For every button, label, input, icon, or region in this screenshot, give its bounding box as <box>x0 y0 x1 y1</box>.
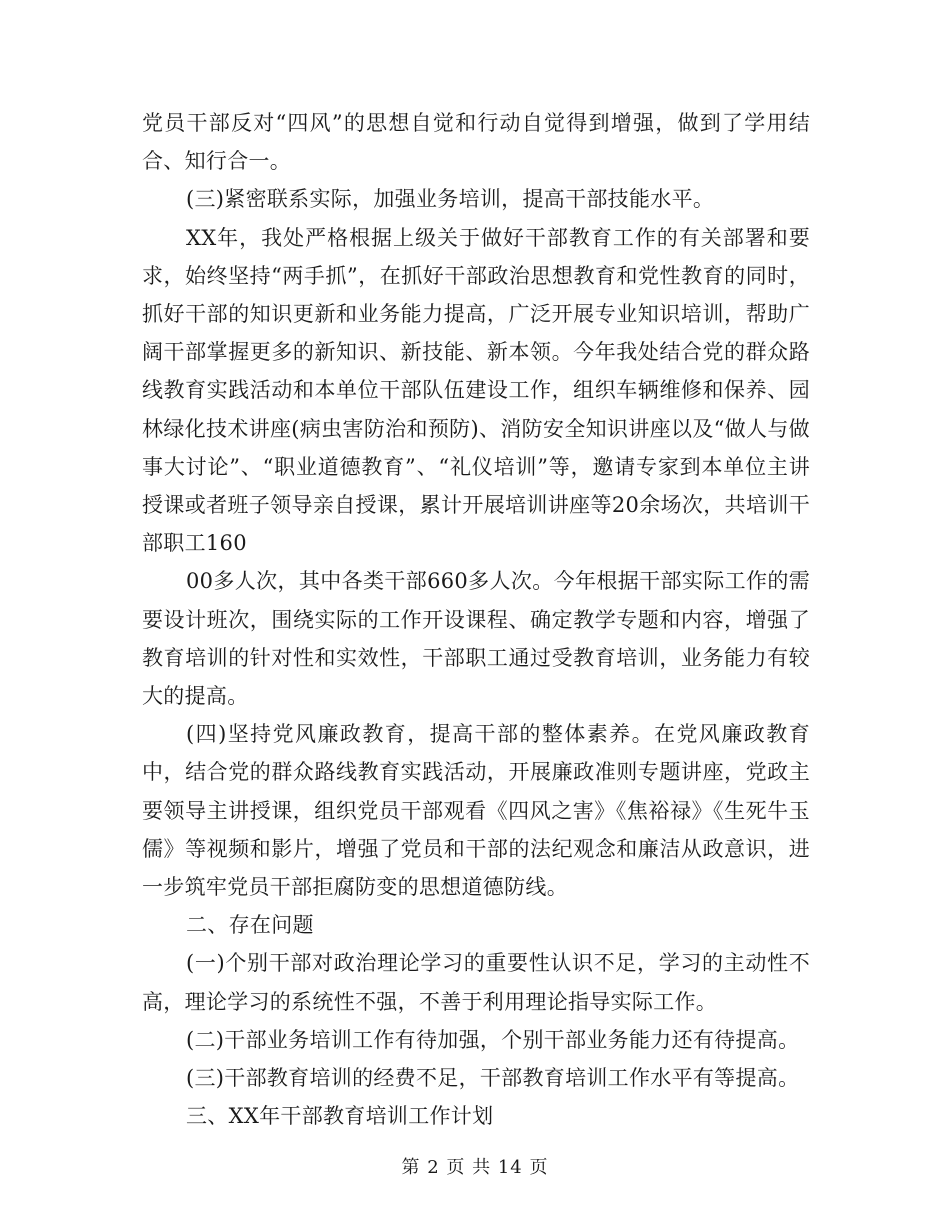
paragraph-8: (二)干部业务培训工作有待加强，个别干部业务能力还有待提高。 <box>186 1027 800 1052</box>
paragraph-4: 00多人次，其中各类干部660多人次。今年根据干部实际工作的需要设计班次，围绕实际的工作开设课程、确定教学专题和内容，增强了教育培训的针对性和实效性，干部职工通过受教育培训，业务能力有较大的提高。 <box>142 569 810 709</box>
paragraph-9: (三)干部教育培训的经费不足，干部教育培训工作水平有等提高。 <box>186 1066 800 1091</box>
section-heading-problems: 二、存在问题 <box>186 913 314 938</box>
section-heading-plan: 三、XX年干部教育培训工作计划 <box>186 1104 494 1129</box>
document-body <box>142 104 810 1135</box>
paragraph-2: (三)紧密联系实际，加强业务培训，提高干部技能水平。 <box>186 187 715 212</box>
paragraph-3: XX年，我处严格根据上级关于做好干部教育工作的有关部署和要求，始终坚持“两手抓”，在抓好干部政治思想教育和党性教育的同时，抓好干部的知识更新和业务能力提高，广泛开展专业知识培训，帮助广阔干部掌握更多的新知识、新技能、新本领。今年我处结合党的群众路线教育实践活动和本单位干部队伍建设工作，组织车辆维修和保养、园林绿化技术讲座(病虫害防治和预防)、消防安全知识讲座以及“做人与做事大讨论”、“职业道德教育”、“礼仪培训”等，邀请专家到本单位主讲授课或者班子领导亲自授课，累计开展培训讲座等20余场次，共培训干部职工160 <box>142 225 810 556</box>
paragraph-1: 党员干部反对“四风”的思想自觉和行动自觉得到增强，做到了学用结合、知行合一。 <box>142 111 810 174</box>
paragraph-7: (一)个别干部对政治理论学习的重要性认识不足，学习的主动性不高，理论学习的系统性不强，不善于利用理论指导实际工作。 <box>142 951 810 1014</box>
paragraph-5: (四)坚持党风廉政教育，提高干部的整体素养。在党风廉政教育中，结合党的群众路线教育实践活动，开展廉政准则专题讲座，党政主要领导主讲授课，组织党员干部观看《四风之害》《焦裕禄》《生死牛玉儒》等视频和影片，增强了党员和干部的法纪观念和廉洁从政意识，进一步筑牢党员干部拒腐防变的思想道德防线。 <box>142 722 810 900</box>
page-number-footer: 第 2 页 共 14 页 <box>401 1157 549 1178</box>
